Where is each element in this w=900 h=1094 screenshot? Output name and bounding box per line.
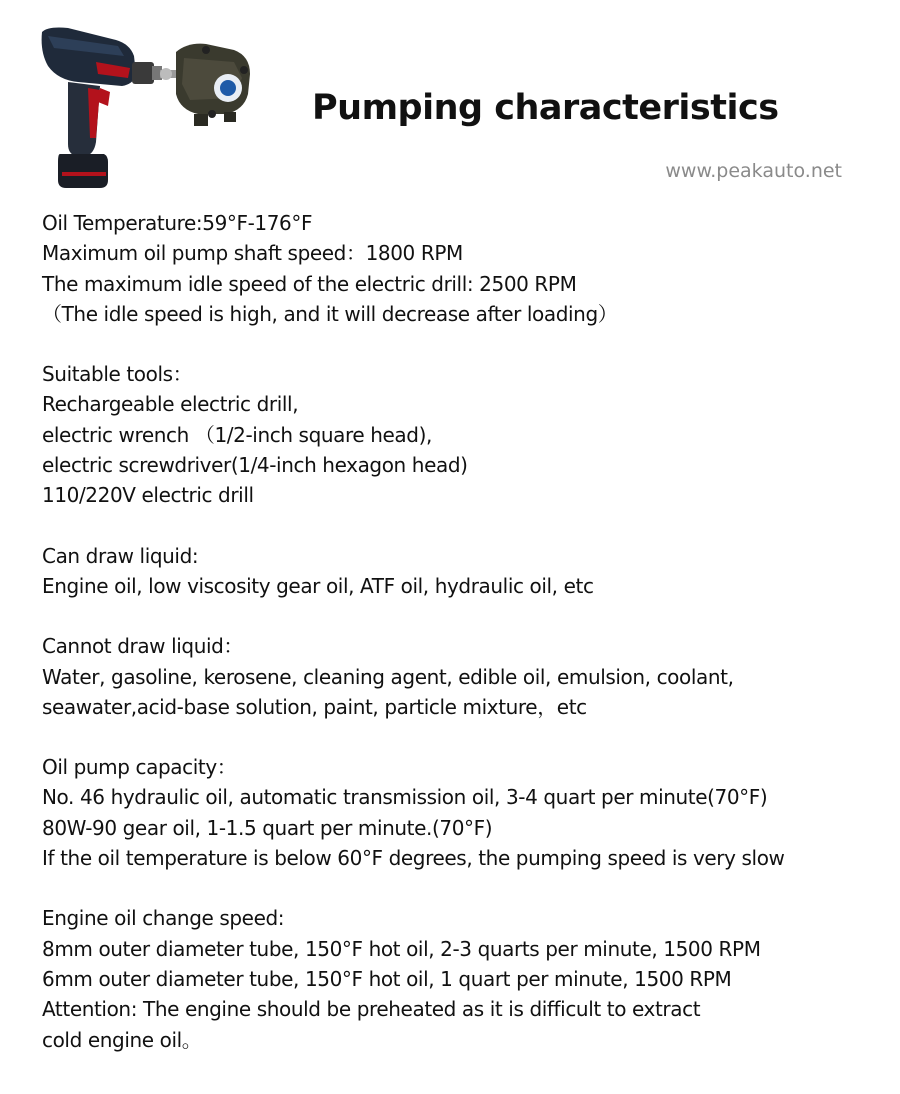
spec-line: 6mm outer diameter tube, 150°F hot oil, 1 quart per minute, 1500 RPM [42,966,732,991]
section-heading: Cannot draw liquid： [42,634,244,659]
suitable-tools-section [42,359,872,510]
spec-line: 110/220V electric drill [42,483,254,508]
spec-line: The maximum idle speed of the electric drill: 2500 RPM [42,271,577,296]
section-heading: Can draw liquid: [42,543,199,568]
section-heading: Oil pump capacity： [42,755,237,780]
spec-line: If the oil temperature is below 60°F degrees, the pumping speed is very slow [42,846,785,871]
page-title: Pumping characteristics [312,88,779,128]
spec-line: Rechargeable electric drill, [42,392,299,417]
section-heading: Suitable tools： [42,362,193,387]
spec-line: Maximum oil pump shaft speed：1800 RPM [42,241,463,266]
cannot-draw-section [42,631,872,722]
section-heading: Engine oil change speed: [42,906,285,931]
spec-line: 8mm outer diameter tube, 150°F hot oil, 2-3 quarts per minute, 1500 RPM [42,936,761,961]
spec-line: electric wrench （1/2-inch square head), [42,422,432,447]
specifications-content [42,208,872,1085]
spec-line: electric screwdriver(1/4-inch hexagon head) [42,453,468,478]
temperature-speed-section [42,208,872,329]
pump-capacity-section [42,752,872,873]
spec-line: cold engine oil。 [42,1027,202,1052]
spec-line: seawater,acid-base solution, paint, particle mixture，etc [42,694,587,719]
spec-line: 80W-90 gear oil, 1-1.5 quart per minute.(70°F) [42,815,493,840]
spec-line: Engine oil, low viscosity gear oil, ATF oil, hydraulic oil, etc [42,573,594,598]
spec-line: Attention: The engine should be preheated as it is difficult to extract [42,997,701,1022]
can-draw-section [42,541,872,602]
oil-change-speed-section [42,903,872,1054]
spec-line: No. 46 hydraulic oil, automatic transmission oil, 3-4 quart per minute(70°F) [42,785,768,810]
spec-line: Oil Temperature:59°F-176°F [42,211,313,235]
spec-line: Water, gasoline, kerosene, cleaning agent, edible oil, emulsion, coolant, [42,664,734,689]
drill-with-pump-image [38,22,258,194]
website-url: www.peakauto.net [665,160,842,182]
spec-line: （The idle speed is high, and it will decrease after loading） [42,301,618,326]
